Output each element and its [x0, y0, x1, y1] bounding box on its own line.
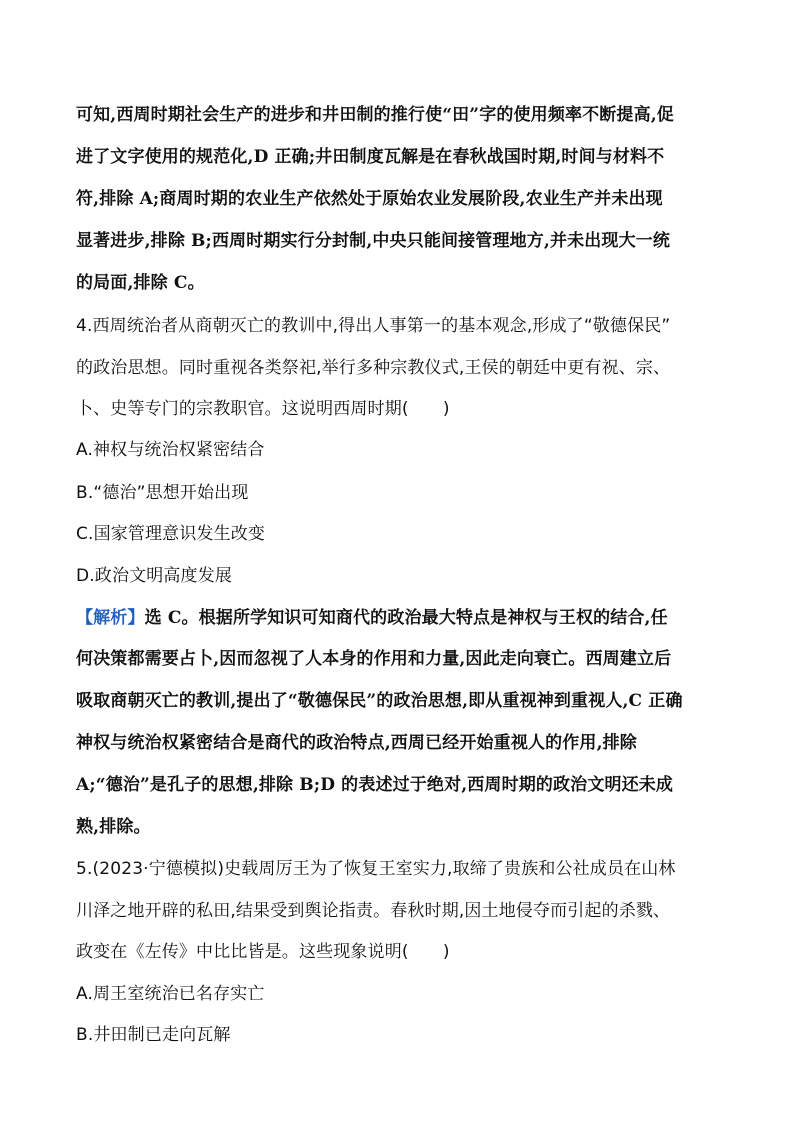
analysis-tag: 【解析】 [76, 608, 145, 628]
analysis-continued-line-3: 符,排除 A;商周时期的农业生产依然处于原始农业发展阶段,农业生产并未出现 [76, 189, 663, 209]
question-4-stem-line-1: 4.西周统治者从商朝灭亡的教训中,得出人事第一的基本观念,形成了“敬德保民” [76, 316, 671, 336]
question-4-option-b: B.“德治”思想开始出现 [76, 483, 249, 503]
question-4-stem-line-2: 的政治思想。同时重视各类祭祀,举行多种宗教仪式,王侯的朝廷中更有祝、宗、 [76, 358, 671, 378]
question-4-stem-line-3: 卜、史等专门的宗教职官。这说明西周时期( ) [76, 399, 450, 419]
question-4-option-c: C.国家管理意识发生改变 [76, 524, 266, 544]
question-4-analysis-line-1 [76, 606, 668, 630]
analysis-continued-line-5: 的局面,排除 C。 [76, 273, 205, 293]
analysis-continued-line-2: 进了文字使用的规范化,D 正确;井田制度瓦解是在春秋战国时期,时间与材料不 [76, 147, 665, 167]
question-4-analysis-line-2: 何决策都需要占卜,因而忽视了人本身的作用和力量,因此走向衰亡。西周建立后 [76, 649, 672, 669]
question-4-analysis-line-5: A;“德治”是孔子的思想,排除 B;D 的表述过于绝对,西周时期的政治文明还未成 [76, 775, 674, 795]
analysis-first-text: 选 C。根据所学知识可知商代的政治最大特点是神权与王权的结合,任 [144, 608, 668, 628]
question-4-analysis-line-3: 吸取商朝灭亡的教训,提出了“敬德保民”的政治思想,即从重视神到重视人,C 正确 [76, 691, 683, 711]
question-4-analysis-line-4: 神权与统治权紧密结合是商代的政治特点,西周已经开始重视人的作用,排除 [76, 733, 637, 753]
question-5-option-b: B.井田制已走向瓦解 [76, 1025, 231, 1045]
question-4-option-a: A.神权与统治权紧密结合 [76, 440, 265, 460]
analysis-continued-line-1: 可知,西周时期社会生产的进步和井田制的推行使“田”字的使用频率不断提高,促 [76, 105, 674, 125]
question-5-stem-line-1: 5.(2023·宁德模拟)史载周厉王为了恢复王室实力,取缔了贵族和公社成员在山林 [76, 859, 676, 879]
question-5-stem-line-2: 川泽之地开辟的私田,结果受到舆论指责。春秋时期,因土地侵夺而引起的杀戮、 [76, 901, 671, 921]
question-5-stem-line-3: 政变在《左传》中比比皆是。这些现象说明( ) [76, 942, 450, 962]
analysis-continued-line-4: 显著进步,排除 B;西周时期实行分封制,中央只能间接管理地方,并未出现大一统 [76, 231, 671, 251]
question-4-analysis-line-6: 熟,排除。 [76, 817, 151, 837]
question-4-option-d: D.政治文明高度发展 [76, 566, 232, 586]
question-5-option-a: A.周王室统治已名存实亡 [76, 984, 265, 1004]
